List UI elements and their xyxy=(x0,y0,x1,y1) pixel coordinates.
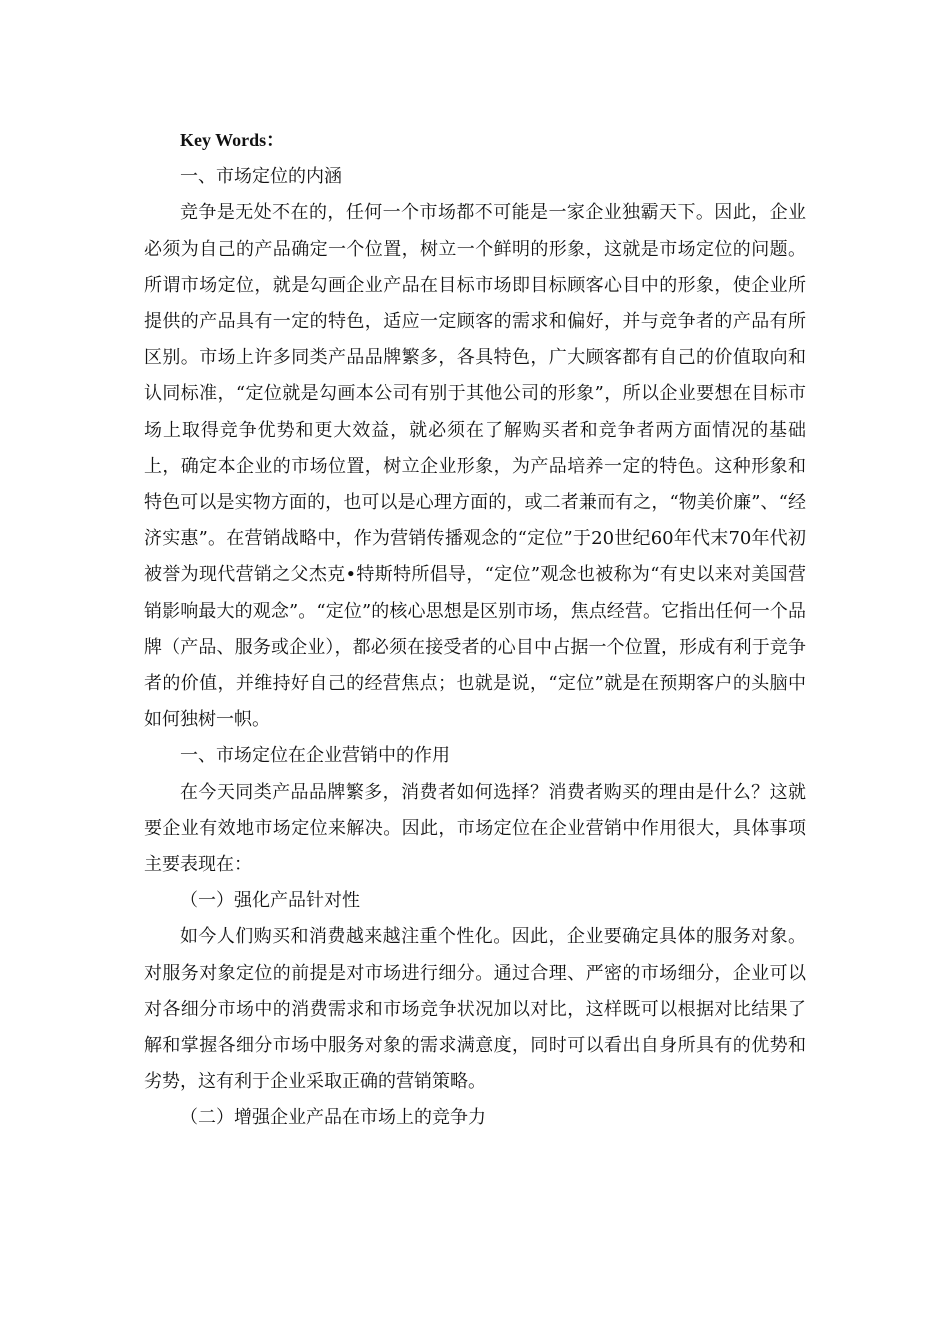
keywords-label: Key Words： xyxy=(180,130,285,150)
subsection-2-heading: （二）增强企业产品在市场上的竞争力 xyxy=(180,1107,486,1129)
subsection-1-paragraph: 如今人们购买和消费越来越注重个性化。因此，企业要确定具体的服务对象。对服务对象定位的前提是对市场进行细分。通过合理、严密的市场细分，企业可以对各细分市场中的消费需求和市场竞争状况加以对比，这样既可以根据对比结果了解和掌握各细分市场中服务对象的需求满意度，同时可以看出自身所具有的优势和劣势，这有利于企业采取正确的营销策略。 xyxy=(144,926,806,1093)
section-1-paragraph: 竞争是无处不在的，任何一个市场都不可能是一家企业独霸天下。因此，企业必须为自己的产品确定一个位置，树立一个鲜明的形象，这就是市场定位的问题。所谓市场定位，就是勾画企业产品在目标市场即目标顾客心目中的形象，使企业所提供的产品具有一定的特色，适应一定顾客的需求和偏好，并与竞争者的产品有所区别。市场上许多同类产品品牌繁多，各具特色，广大顾客都有自己的价值取向和认同标准，“定位就是勾画本公司有别于其他公司的形象”，所以企业要想在目标市场上取得竞争优势和更大效益，就必须在了解购买者和竞争者两方面情况的基础上，确定本企业的市场位置，树立企业形象，为产品培养一定的特色。这种形象和特色可以是实物方面的，也可以是心理方面的，或二者兼而有之，“物美价廉”、“经济实惠”。在营销战略中，作为营销传播观念的“定位”于20世纪60年代末70年代初被誉为现代营销之父杰克•特斯特所倡导，“定位”观念也被称为“有史以来对美国营销影响最大的观念”。“定位”的核心思想是区别市场，焦点经营。它指出任何一个品牌（产品、服务或企业），都必须在接受者的心目中占据一个位置，形成有利于竞争者的价值，并维持好自己的经营焦点；也就是说，“定位”就是在预期客户的头脑中如何独树一帜。 xyxy=(144,202,806,731)
subsection-1-heading: （一）强化产品针对性 xyxy=(180,890,360,912)
section-2-heading: 一、市场定位在企业营销中的作用 xyxy=(180,745,450,767)
section-1-heading: 一、市场定位的内涵 xyxy=(180,166,342,188)
section-2-intro-paragraph: 在今天同类产品品牌繁多，消费者如何选择？消费者购买的理由是什么？这就要企业有效地市场定位来解决。因此，市场定位在企业营销中作用很大，具体事项主要表现在： xyxy=(144,781,806,876)
